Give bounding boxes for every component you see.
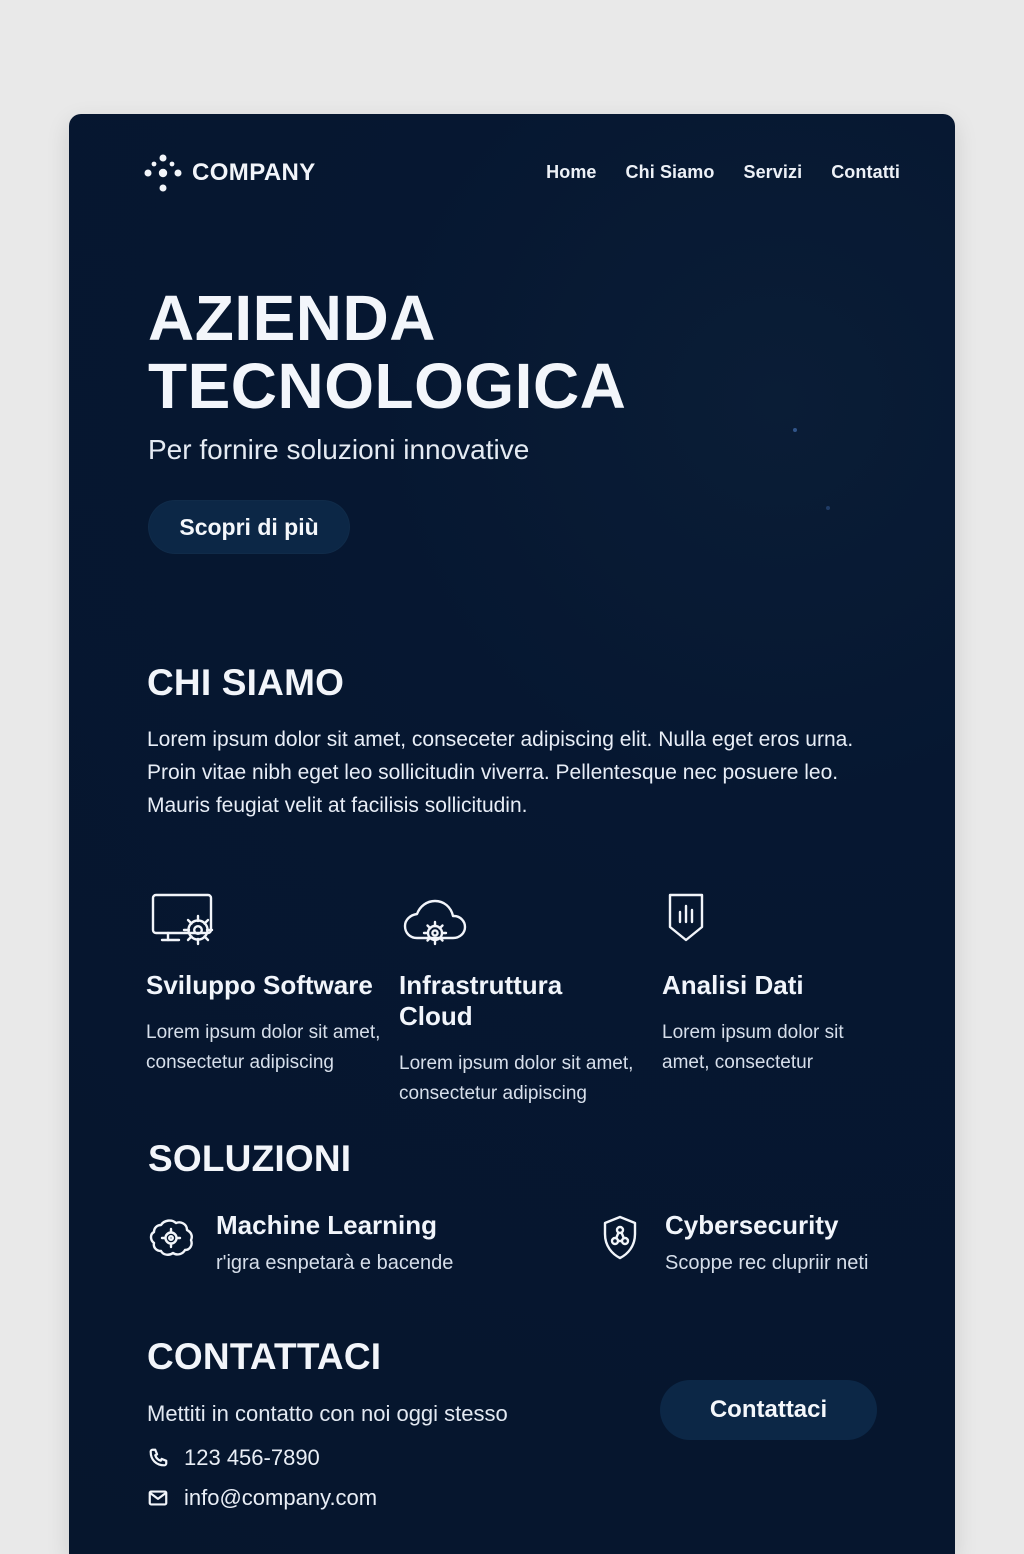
solution-security-content bbox=[665, 1210, 868, 1275]
service-software-line-1: Lorem ipsum dolor sit amet, bbox=[146, 1022, 381, 1043]
contact-phone-row bbox=[147, 1445, 887, 1471]
monitor-gear-icon bbox=[146, 892, 218, 952]
service-cloud-description bbox=[399, 1049, 639, 1109]
about-line-2: Proin vitae nibh eget leo sollicitudin viverra. Pellentesque nec posuere leo. bbox=[147, 761, 839, 784]
phone-icon bbox=[147, 1447, 169, 1469]
service-software-line-2: consectetur adipiscing bbox=[146, 1052, 334, 1073]
about-section bbox=[147, 662, 877, 822]
solution-ml-text: r'igra esnpetarà e bacende bbox=[216, 1252, 454, 1274]
service-cloud-title: Infrastruttura Cloud bbox=[399, 970, 563, 1031]
service-cloud[interactable] bbox=[399, 892, 639, 1109]
nav-contatti[interactable]: Contatti bbox=[831, 162, 900, 182]
decorative-dot bbox=[826, 506, 830, 510]
hero-title-line-1: AZIENDA bbox=[148, 282, 436, 354]
service-software-title: Sviluppo Software bbox=[146, 970, 373, 1000]
contact-subtitle: Mettiti in contatto con noi oggi stesso bbox=[147, 1401, 508, 1426]
hero-subtitle: Per fornire soluzioni innovative bbox=[148, 434, 530, 465]
about-line-3: Mauris feugiat velit at facilisis sollicitudin. bbox=[147, 794, 528, 817]
brain-gear-icon bbox=[146, 1213, 196, 1263]
solution-ml-content bbox=[216, 1210, 453, 1275]
service-data-line-1: Lorem ipsum dolor sit bbox=[662, 1022, 844, 1043]
brand[interactable] bbox=[144, 154, 316, 192]
nav-home[interactable]: Home bbox=[546, 162, 597, 182]
solution-ml-title: Machine Learning bbox=[216, 1210, 438, 1240]
solution-cybersecurity[interactable] bbox=[595, 1210, 885, 1275]
services-section bbox=[146, 892, 886, 1104]
solution-security-title: Cybersecurity bbox=[665, 1210, 839, 1240]
shield-network-icon bbox=[595, 1213, 645, 1263]
mail-icon bbox=[147, 1487, 169, 1509]
contact-us-button[interactable]: Contattaci bbox=[660, 1380, 877, 1440]
contact-details bbox=[147, 1445, 887, 1511]
service-data-analysis[interactable] bbox=[662, 892, 882, 1078]
landing-page bbox=[69, 114, 955, 1554]
service-software-description bbox=[146, 1018, 381, 1078]
cloud-gear-icon bbox=[399, 892, 471, 952]
about-title: CHI SIAMO bbox=[147, 662, 345, 703]
service-data-title: Analisi Dati bbox=[662, 970, 804, 1000]
hero-title-line-2: TECNOLOGICA bbox=[148, 350, 627, 422]
service-cloud-line-1: Lorem ipsum dolor sit amet, bbox=[399, 1053, 634, 1074]
solution-security-text: Scoppe rec clupriir neti bbox=[665, 1252, 869, 1274]
solution-machine-learning[interactable] bbox=[146, 1210, 476, 1275]
hero-section bbox=[148, 284, 748, 554]
contact-email[interactable]: info@company.com bbox=[184, 1485, 378, 1510]
about-line-1: Lorem ipsum dolor sit amet, conseceter adipiscing elit. Nulla eget eros urna. bbox=[147, 728, 854, 751]
nav-servizi[interactable]: Servizi bbox=[743, 162, 803, 182]
contact-email-row bbox=[147, 1485, 887, 1511]
contact-phone[interactable]: 123 456-7890 bbox=[184, 1445, 320, 1470]
discover-more-button[interactable]: Scopri di più bbox=[148, 500, 350, 554]
service-data-line-2: amet, consectetur bbox=[662, 1052, 814, 1073]
hero-title bbox=[148, 284, 748, 420]
service-cloud-line-2: consectetur adipiscing bbox=[399, 1083, 587, 1104]
about-description bbox=[147, 723, 877, 822]
nav-chi-siamo[interactable]: Chi Siamo bbox=[625, 162, 715, 182]
contact-title: CONTATTACI bbox=[147, 1336, 382, 1377]
dot-cluster-icon bbox=[144, 154, 182, 192]
service-data-description bbox=[662, 1018, 882, 1078]
decorative-dot bbox=[793, 428, 797, 432]
service-software[interactable] bbox=[146, 892, 381, 1078]
solutions-title: SOLUZIONI bbox=[148, 1138, 352, 1179]
top-nav bbox=[546, 162, 900, 183]
chart-shield-icon bbox=[662, 892, 734, 952]
brand-name: COMPANY bbox=[192, 159, 316, 186]
